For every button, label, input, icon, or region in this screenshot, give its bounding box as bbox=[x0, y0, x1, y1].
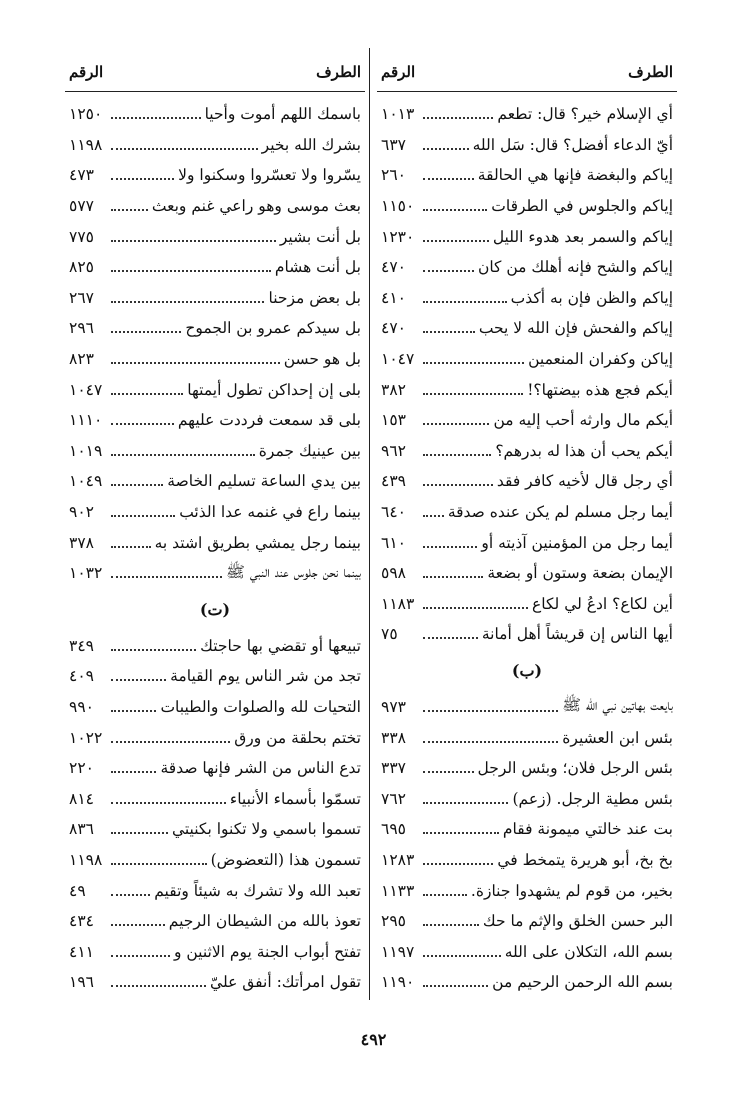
index-entry bbox=[377, 466, 677, 497]
index-entry bbox=[377, 344, 677, 375]
index-entry bbox=[65, 374, 365, 405]
dot-leader bbox=[423, 546, 477, 548]
dot-leader bbox=[111, 649, 196, 651]
dot-leader bbox=[111, 741, 230, 743]
entry-text: بل أنت بشير bbox=[279, 227, 361, 246]
dot-leader bbox=[111, 832, 168, 834]
section-heading-ba: (ب) bbox=[511, 661, 543, 681]
section-heading-ta: (ت) bbox=[199, 600, 231, 619]
entry-text: تجد من شر الناس يوم القيامة bbox=[170, 667, 361, 686]
number-header: الرقم bbox=[69, 62, 104, 81]
entry-text: بل بعض مزحنا bbox=[268, 288, 361, 307]
index-entry bbox=[65, 99, 365, 130]
dot-leader bbox=[111, 576, 222, 578]
index-entry bbox=[65, 783, 365, 814]
column-header bbox=[377, 52, 677, 92]
index-column-right bbox=[377, 52, 677, 998]
dot-leader bbox=[111, 362, 280, 364]
entry-text: الإيمان بضعة وستون أو بضعة bbox=[487, 564, 673, 583]
entry-text: بايعت بهاتين نبي الله ﷺ bbox=[562, 696, 673, 715]
entry-number: ٤١٠ bbox=[381, 288, 406, 307]
entry-text: بينما راع في غنمه عدا الذئب bbox=[179, 503, 361, 522]
entry-text: إياكم والفحش فإن الله لا يحب bbox=[478, 319, 673, 338]
entry-text: أي الإسلام خير؟ قال: تطعم bbox=[497, 105, 673, 124]
entry-number: ١٢٥٠ bbox=[69, 105, 103, 124]
dot-leader bbox=[111, 270, 271, 272]
entry-number: ٨١٤ bbox=[69, 789, 94, 808]
entry-text: بلى قد سمعت فرددت عليهم bbox=[177, 411, 361, 430]
entry-number: ٦٤٠ bbox=[381, 503, 406, 522]
index-entry bbox=[377, 436, 677, 467]
entry-text: أيما رجل من المؤمنين آذيته أو bbox=[481, 533, 673, 552]
dot-leader bbox=[111, 301, 264, 303]
dot-leader bbox=[111, 393, 183, 395]
entry-number: ٦٣٧ bbox=[381, 135, 406, 154]
entry-number: ١٩٦ bbox=[69, 973, 94, 992]
entry-text: يسّروا ولا تعسّروا وسكنوا ولا bbox=[178, 166, 361, 185]
index-entry bbox=[65, 906, 365, 937]
dot-leader bbox=[423, 362, 524, 364]
entry-number: ٧٧٥ bbox=[69, 227, 94, 246]
index-entry bbox=[65, 753, 365, 784]
index-entry bbox=[65, 160, 365, 191]
entry-text: أيّ الدعاء أفضل؟ قال: سَل الله bbox=[472, 135, 673, 154]
dot-leader bbox=[111, 148, 258, 150]
dot-leader bbox=[423, 301, 507, 303]
entry-text: إياكن وكفران المنعمين bbox=[528, 350, 673, 369]
entry-number: ١١٩٧ bbox=[381, 942, 415, 961]
entry-number: ١١٩٨ bbox=[69, 135, 103, 154]
index-entry bbox=[65, 313, 365, 344]
index-entry bbox=[377, 374, 677, 405]
dot-leader bbox=[111, 802, 226, 804]
term-header: الطرف bbox=[316, 62, 361, 81]
dot-leader bbox=[423, 148, 469, 150]
entry-text: تدع الناس من الشر فإنها صدقة bbox=[160, 759, 361, 778]
index-entry bbox=[377, 906, 677, 937]
entry-number: ٨٢٣ bbox=[69, 350, 94, 369]
index-entry bbox=[65, 466, 365, 497]
entry-text: أيها الناس إن قريشاً أهل أمانة bbox=[481, 625, 673, 644]
entry-number: ٦٩٥ bbox=[381, 820, 406, 839]
entry-number: ٧٥ bbox=[381, 625, 398, 644]
entry-number: ٩٩٠ bbox=[69, 697, 94, 716]
entry-text: بلى إن إحداكن تطول أيمتها bbox=[187, 380, 361, 399]
entry-number: ٢٦٧ bbox=[69, 288, 94, 307]
index-entry bbox=[65, 344, 365, 375]
entry-number: ١٠١٣ bbox=[381, 105, 415, 124]
entry-number: ١١٩٨ bbox=[69, 850, 103, 869]
entry-number: ٨٣٦ bbox=[69, 820, 94, 839]
entry-number: ٢٩٦ bbox=[69, 319, 94, 338]
entry-number: ٣٨٢ bbox=[381, 380, 406, 399]
entry-number: ١٢٣٠ bbox=[381, 227, 415, 246]
index-entry bbox=[65, 558, 365, 589]
entry-text: تبيعها أو تقضي بها حاجتك bbox=[200, 636, 361, 655]
dot-leader bbox=[111, 546, 151, 548]
dot-leader bbox=[111, 710, 156, 712]
index-entry bbox=[65, 405, 365, 436]
entry-number: ٤٠٩ bbox=[69, 667, 94, 686]
dot-leader bbox=[423, 270, 474, 272]
entry-text: بخ بخ، أبو هريرة يتمخط في bbox=[497, 850, 673, 869]
entry-text: بينما نحن جلوس عند النبي ﷺ bbox=[226, 562, 361, 581]
dot-leader bbox=[423, 240, 489, 242]
index-entry bbox=[377, 722, 677, 753]
entry-text: إياكم والسمر بعد هدوء الليل bbox=[492, 227, 673, 246]
dot-leader bbox=[111, 863, 207, 865]
index-entry bbox=[377, 936, 677, 967]
index-entry bbox=[65, 436, 365, 467]
entry-text: أيكم مال وارثه أحب إليه من bbox=[493, 411, 673, 430]
entry-number: ٥٩٨ bbox=[381, 564, 406, 583]
dot-leader bbox=[423, 423, 489, 425]
entry-number: ٢٩٥ bbox=[381, 912, 406, 931]
entry-number: ١٠٣٢ bbox=[69, 564, 103, 583]
entry-number: ١٠٤٧ bbox=[381, 350, 415, 369]
dot-leader bbox=[423, 924, 479, 926]
dot-leader bbox=[423, 802, 508, 804]
dot-leader bbox=[423, 209, 487, 211]
index-entry bbox=[65, 191, 365, 222]
entry-text: أيكم فجع هذه بيضتها؟! bbox=[527, 380, 673, 399]
index-entry bbox=[377, 160, 677, 191]
entry-text: إياكم والجلوس في الطرقات bbox=[491, 197, 673, 216]
entry-number: ١١٥٠ bbox=[381, 197, 415, 216]
index-entry bbox=[377, 191, 677, 222]
index-entry bbox=[377, 405, 677, 436]
dot-leader bbox=[111, 924, 165, 926]
entry-list bbox=[65, 92, 365, 589]
entry-text: بئس ابن العشيرة bbox=[562, 728, 673, 747]
entry-number: ١١٩٠ bbox=[381, 973, 415, 992]
entry-text: بعث موسى وهو راعي غنم وبعث bbox=[151, 197, 361, 216]
dot-leader bbox=[111, 985, 206, 987]
index-entry bbox=[65, 936, 365, 967]
entry-text: إياكم والشح فإنه أهلك من كان bbox=[477, 258, 673, 277]
index-entry bbox=[65, 221, 365, 252]
entry-number: ٣٣٨ bbox=[381, 728, 406, 747]
entry-text: تعبد الله ولا تشرك به شيئاً وتقيم bbox=[154, 881, 361, 900]
index-entry bbox=[377, 783, 677, 814]
index-entry bbox=[377, 967, 677, 998]
entry-text: تقول امرأتك: أنفق عليّ bbox=[210, 973, 361, 992]
index-entry bbox=[65, 130, 365, 161]
entry-number: ٩٦٢ bbox=[381, 441, 406, 460]
entry-number: ٤٧٠ bbox=[381, 258, 406, 277]
index-entry bbox=[377, 814, 677, 845]
entry-number: ١٠٤٧ bbox=[69, 380, 103, 399]
index-entry bbox=[377, 99, 677, 130]
entry-text: بين يدي الساعة تسليم الخاصة bbox=[167, 472, 361, 491]
index-entry bbox=[377, 619, 677, 650]
number-header: الرقم bbox=[381, 62, 416, 81]
dot-leader bbox=[423, 576, 483, 578]
entry-number: ٤١١ bbox=[69, 942, 94, 961]
entry-text: تسمّوا بأسماء الأنبياء bbox=[229, 789, 361, 808]
dot-leader bbox=[423, 393, 523, 395]
index-entry bbox=[65, 692, 365, 723]
entry-text: بئس مطية الرجل. (زعم) bbox=[512, 789, 673, 808]
entry-number: ١٠٢٢ bbox=[69, 728, 103, 747]
dot-leader bbox=[423, 863, 493, 865]
index-entry bbox=[377, 221, 677, 252]
index-entry bbox=[377, 753, 677, 784]
entry-text: إياكم والبغضة فإنها هي الحالقة bbox=[477, 166, 673, 185]
dot-leader bbox=[423, 710, 558, 712]
dot-leader bbox=[111, 771, 156, 773]
entry-list-ta bbox=[65, 631, 365, 998]
entry-text: أيكم يحب أن هذا له بدرهم؟ bbox=[495, 441, 673, 460]
entry-list bbox=[377, 92, 677, 650]
dot-leader bbox=[423, 985, 488, 987]
entry-text: إياكم والظن فإن به أكذب bbox=[510, 288, 673, 307]
entry-text: التحيات لله والصلوات والطيبات bbox=[160, 697, 361, 716]
index-entry bbox=[377, 313, 677, 344]
entry-text: تعوذ بالله من الشيطان الرجيم bbox=[168, 912, 361, 931]
index-entry bbox=[65, 845, 365, 876]
index-entry bbox=[377, 252, 677, 283]
dot-leader bbox=[423, 515, 444, 517]
entry-number: ٤٣٤ bbox=[69, 912, 94, 931]
entry-text: بت عند خالتي ميمونة فقام bbox=[502, 820, 673, 839]
entry-number: ٣٣٧ bbox=[381, 759, 406, 778]
entry-text: بسم الله الرحمن الرحيم من bbox=[492, 973, 673, 992]
dot-leader bbox=[111, 178, 174, 180]
entry-number: ٢٦٠ bbox=[381, 166, 406, 185]
column-header bbox=[65, 52, 365, 92]
entry-text: البر حسن الخلق والإثم ما حك bbox=[482, 912, 673, 931]
index-entry bbox=[377, 497, 677, 528]
index-entry bbox=[65, 661, 365, 692]
entry-number: ٤٧٣ bbox=[69, 166, 94, 185]
entry-text: باسمك اللهم أموت وأحيا bbox=[204, 105, 361, 124]
index-entry bbox=[65, 722, 365, 753]
entry-text: تختم بحلقة من ورق bbox=[234, 728, 361, 747]
index-entry bbox=[65, 497, 365, 528]
dot-leader bbox=[111, 955, 170, 957]
dot-leader bbox=[423, 832, 499, 834]
entry-number: ١٠٤٩ bbox=[69, 472, 103, 491]
entry-number: ٨٢٥ bbox=[69, 258, 94, 277]
dot-leader bbox=[111, 679, 166, 681]
index-entry bbox=[65, 527, 365, 558]
entry-text: بخير، من قوم لم يشهدوا جنازة. bbox=[470, 881, 673, 900]
entry-text: أين لكاع؟ ادعُ لي لكاع bbox=[532, 594, 673, 613]
term-header: الطرف bbox=[628, 62, 673, 81]
entry-text: بين عينيك جمرة bbox=[258, 441, 361, 460]
dot-leader bbox=[111, 117, 201, 119]
entry-number: ٦١٠ bbox=[381, 533, 406, 552]
entry-number: ١٠١٩ bbox=[69, 441, 103, 460]
entry-text: أيما رجل مسلم لم يكن عنده صدقة bbox=[447, 503, 673, 522]
index-entry bbox=[65, 967, 365, 998]
dot-leader bbox=[423, 331, 475, 333]
entry-text: بل سيدكم عمرو بن الجموح bbox=[185, 319, 361, 338]
entry-number: ١١٣٣ bbox=[381, 881, 415, 900]
entry-text: بل هو حسن bbox=[283, 350, 361, 369]
entry-text: بسم الله، التكلان على الله bbox=[504, 942, 673, 961]
dot-leader bbox=[423, 637, 478, 639]
index-entry bbox=[377, 283, 677, 314]
entry-text: بئس الرجل فلان؛ وبئس الرجل bbox=[477, 759, 673, 778]
entry-text: تسمون هذا (التعضوض) bbox=[210, 850, 361, 869]
dot-leader bbox=[111, 240, 276, 242]
index-entry bbox=[377, 692, 677, 723]
dot-leader bbox=[423, 894, 467, 896]
index-entry bbox=[377, 589, 677, 620]
entry-text: تسموا باسمي ولا تكنوا بكنيتي bbox=[171, 820, 361, 839]
dot-leader bbox=[423, 607, 528, 609]
page-number: ٤٩٢ bbox=[360, 1030, 387, 1049]
entry-number: ٢٢٠ bbox=[69, 759, 94, 778]
dot-leader bbox=[111, 454, 255, 456]
dot-leader bbox=[111, 209, 148, 211]
entry-number: ٩٠٢ bbox=[69, 503, 94, 522]
index-entry bbox=[65, 814, 365, 845]
entry-number: ٤٩ bbox=[69, 881, 86, 900]
index-entry bbox=[65, 283, 365, 314]
entry-number: ٥٧٧ bbox=[69, 197, 94, 216]
index-entry bbox=[65, 252, 365, 283]
index-entry bbox=[377, 130, 677, 161]
index-entry bbox=[377, 527, 677, 558]
dot-leader bbox=[111, 894, 150, 896]
entry-number: ٧٦٢ bbox=[381, 789, 406, 808]
entry-text: بشرك الله بخير bbox=[261, 135, 361, 154]
entry-text: تفتح أبواب الجنة يوم الاثنين و bbox=[173, 942, 361, 961]
entry-number: ١١١٠ bbox=[69, 411, 103, 430]
index-entry bbox=[377, 845, 677, 876]
dot-leader bbox=[423, 484, 493, 486]
dot-leader bbox=[423, 178, 474, 180]
entry-number: ١٥٣ bbox=[381, 411, 406, 430]
dot-leader bbox=[111, 331, 181, 333]
entry-text: بل أنت هشام bbox=[274, 258, 361, 277]
dot-leader bbox=[111, 484, 163, 486]
entry-number: ١٢٨٣ bbox=[381, 850, 415, 869]
index-entry bbox=[377, 875, 677, 906]
index-entry bbox=[65, 875, 365, 906]
entry-text: أي رجل قال لأخيه كافر فقد bbox=[496, 472, 673, 491]
entry-list-ba bbox=[377, 692, 677, 998]
dot-leader bbox=[423, 771, 474, 773]
dot-leader bbox=[423, 454, 491, 456]
dot-leader bbox=[423, 955, 501, 957]
index-entry bbox=[65, 631, 365, 662]
index-column-left bbox=[65, 52, 365, 998]
dot-leader bbox=[423, 117, 493, 119]
entry-number: ١١٨٣ bbox=[381, 594, 415, 613]
entry-number: ٤٧٠ bbox=[381, 319, 406, 338]
dot-leader bbox=[423, 741, 558, 743]
entry-number: ٩٧٣ bbox=[381, 697, 406, 716]
entry-number: ٤٣٩ bbox=[381, 472, 406, 491]
index-entry bbox=[377, 558, 677, 589]
column-divider bbox=[369, 48, 370, 1000]
entry-text: بينما رجل يمشي بطريق اشتد به bbox=[154, 533, 361, 552]
entry-number: ٣٧٨ bbox=[69, 533, 94, 552]
entry-number: ٣٤٩ bbox=[69, 636, 94, 655]
dot-leader bbox=[111, 423, 174, 425]
dot-leader bbox=[111, 515, 175, 517]
